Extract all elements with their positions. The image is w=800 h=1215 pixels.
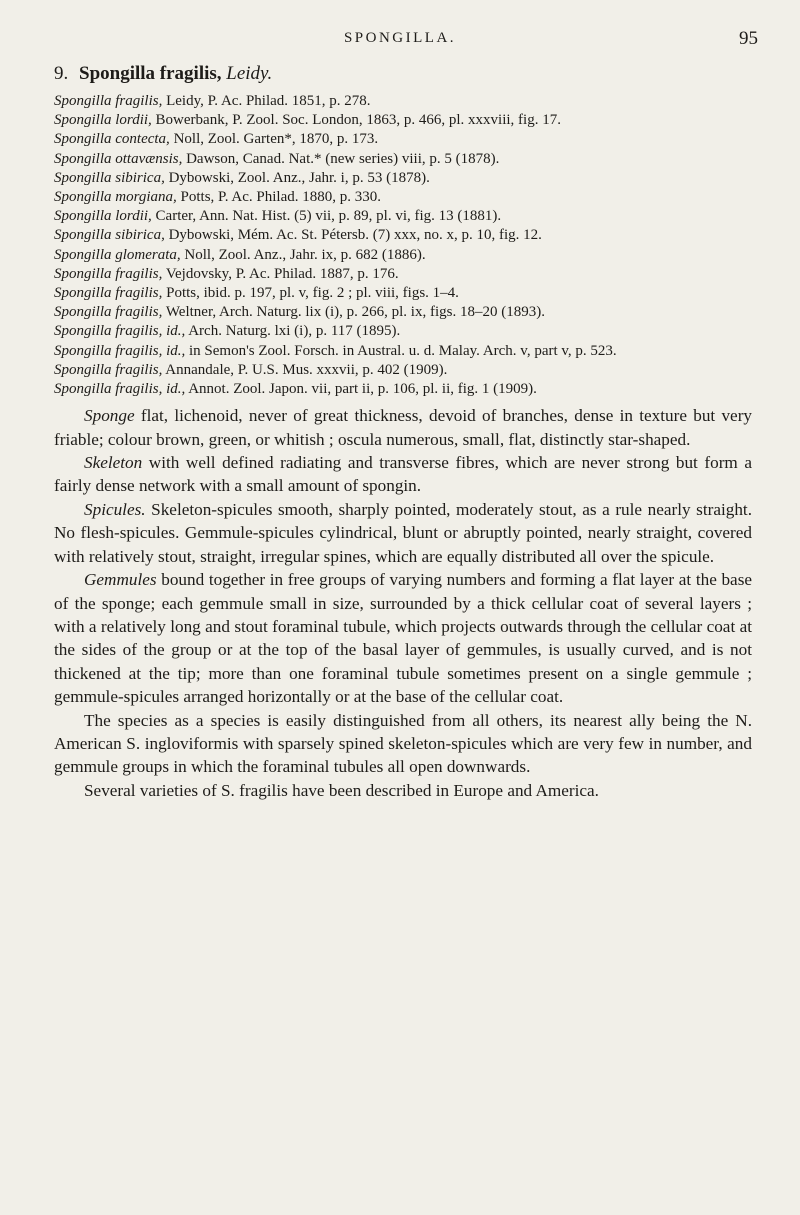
synonym-reference: Potts, P. Ac. Philad. 1880, p. 330.: [180, 189, 381, 206]
synonym-name: Spongilla fragilis,: [54, 285, 163, 302]
synonym-reference: Bowerbank, P. Zool. Soc. London, 1863, p. 466, pl. xxxviii, fig. 17.: [155, 112, 561, 129]
synonym-entry: [54, 246, 752, 264]
description-paragraph: [54, 568, 752, 708]
synonym-entry: [54, 284, 752, 302]
paragraph-text: bound together in free groups of varying numbers and forming a flat layer at the base of the sponge; each gemmule small in size, surrounded by a thick cellular coat of several layers ; with a relatively long and stout foraminal tubule, which projects outwards through the cellular coat at the sides of the group or at the top of the basal layer of gemmules, is usually curved, and is not thickened at the tip; more than one foraminal tubule sometimes present on a single gemmule ; gemmule-spicules arranged horizontally or at the base of the cellular coat.: [54, 570, 753, 707]
synonym-entry: [54, 92, 752, 110]
synonym-name: Spongilla fragilis,: [54, 93, 163, 109]
paragraph-lead: Sponge: [84, 406, 135, 426]
synonym-name: Spongilla morgiana,: [54, 189, 177, 206]
synonym-reference: Vejdovsky, P. Ac. Philad. 1887, p. 176.: [165, 265, 399, 282]
synonym-reference: Dawson, Canad. Nat.* (new series) viii, p. 5 (1878).: [186, 150, 500, 167]
description-paragraph: [54, 498, 752, 568]
species-name: Spongilla fragilis,: [79, 63, 222, 84]
synonym-entry: [54, 265, 752, 283]
synonym-name: Spongilla fragilis,: [54, 361, 163, 378]
synonym-reference: Weltner, Arch. Naturg. lix (i), p. 266, pl. ix, figs. 18–20 (1893).: [165, 304, 545, 321]
synonym-entry: [54, 342, 752, 360]
page-content: [54, 62, 752, 802]
synonym-reference: Noll, Zool. Anz., Jahr. ix, p. 682 (1886).: [184, 246, 426, 263]
synonym-reference: in Semon's Zool. Forsch. in Austral. u. d. Malay. Arch. v, part v, p. 523.: [189, 342, 617, 359]
synonym-reference: Dybowski, Zool. Anz., Jahr. i, p. 53 (1878).: [168, 169, 430, 186]
synonym-name: Spongilla glomerata,: [54, 246, 181, 263]
species-heading: [54, 62, 752, 86]
synonym-name: Spongilla ottavænsis,: [54, 150, 183, 167]
synonym-entry: [54, 207, 752, 225]
species-author: Leidy.: [226, 63, 273, 84]
synonym-reference: Dybowski, Mém. Ac. St. Pétersb. (7) xxx, no. x, p. 10, fig. 12.: [168, 227, 542, 244]
paragraph-lead: Spicules.: [84, 499, 146, 519]
synonym-name: Spongilla fragilis,: [54, 265, 163, 282]
synonym-reference: Arch. Naturg. lxi (i), p. 117 (1895).: [188, 323, 401, 340]
description-paragraph: [54, 451, 752, 498]
description-paragraph: [54, 404, 752, 451]
synonym-entry: [54, 380, 752, 398]
synonym-entry: [54, 111, 752, 129]
paragraph-text: flat, lichenoid, never of great thickness, devoid of branches, dense in texture but very friable; colour brown, green, or whitish ; oscula numerous, small, flat, distinctly star-shaped.: [54, 406, 753, 449]
description-paragraph: [54, 779, 752, 802]
synonym-reference: Potts, ibid. p. 197, pl. v, fig. 2 ; pl. viii, figs. 1–4.: [166, 285, 459, 302]
synonym-name: Spongilla fragilis, id.,: [54, 342, 186, 359]
synonym-entry: [54, 188, 752, 206]
description-paragraph: [54, 709, 752, 779]
paragraph-lead: Gemmules: [84, 570, 157, 590]
synonym-name: Spongilla lordii,: [54, 208, 152, 225]
synonym-reference: Annandale, P. U.S. Mus. xxxvii, p. 402 (1909).: [165, 361, 448, 378]
synonym-name: Spongilla lordii,: [54, 112, 152, 129]
page-number: 95: [739, 28, 758, 49]
description-body: [54, 404, 752, 802]
synonym-entry: [54, 322, 752, 340]
paragraph-text: The species as a species is easily distinguished from all others, its nearest ally being the N. American S. ingloviformis with sparsely spined skeleton-spicules which are very few in number, and gemmule groups in which the foraminal tubules all open downwards.: [54, 710, 752, 777]
synonym-reference: Annot. Zool. Japon. vii, part ii, p. 106, pl. ii, fig. 1 (1909).: [188, 381, 537, 398]
synonym-entry: [54, 303, 752, 321]
synonym-reference: Noll, Zool. Garten*, 1870, p. 173.: [173, 131, 379, 148]
synonym-entry: [54, 150, 752, 168]
paragraph-text: Several varieties of S. fragilis have been described in Europe and America.: [84, 780, 599, 800]
synonym-entry: [54, 130, 752, 148]
synonym-entry: [54, 169, 752, 187]
synonym-name: Spongilla contecta,: [54, 131, 170, 148]
synonym-reference: Leidy, P. Ac. Philad. 1851, p. 278.: [166, 93, 371, 109]
synonymy-list: [54, 92, 752, 398]
paragraph-lead: Skeleton: [84, 453, 143, 473]
synonym-reference: Carter, Ann. Nat. Hist. (5) vii, p. 89, pl. vi, fig. 13 (1881).: [155, 208, 502, 225]
species-number: 9.: [54, 63, 69, 84]
synonym-name: Spongilla sibirica,: [54, 227, 165, 244]
synonym-name: Spongilla fragilis,: [54, 304, 163, 321]
synonym-entry: [54, 361, 752, 379]
running-head: [0, 30, 800, 54]
synonym-name: Spongilla sibirica,: [54, 169, 165, 186]
paragraph-text: with well defined radiating and transverse fibres, which are never strong but form a fairly dense network with a small amount of spongin.: [54, 453, 752, 496]
running-title: SPONGILLA.: [343, 30, 457, 46]
synonym-entry: [54, 226, 752, 244]
synonym-name: Spongilla fragilis, id.,: [54, 323, 186, 340]
synonym-name: Spongilla fragilis, id.,: [54, 381, 186, 398]
paragraph-text: Skeleton-spicules smooth, sharply pointed, moderately stout, as a rule nearly straight. No flesh-spicules. Gemmule-spicules cylindrical, blunt or abruptly pointed, nearly straight, covered with relatively stout, straight, irregular spines, which are equally distributed all over the spicule.: [54, 499, 752, 566]
